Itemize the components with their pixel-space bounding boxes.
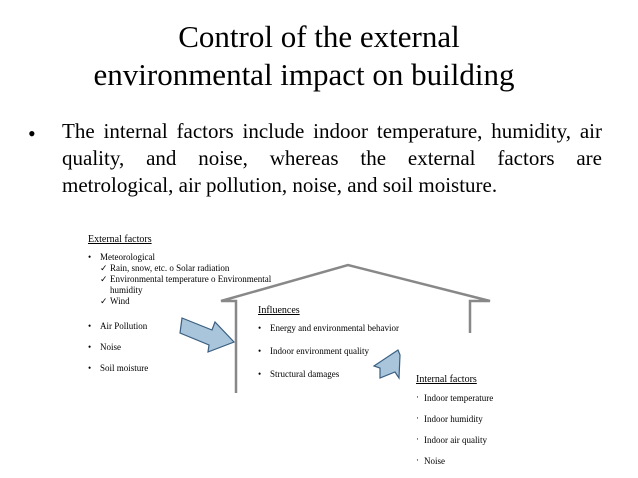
check-icon: ✓ — [100, 274, 108, 284]
title-line-2: environmental impact on building — [93, 57, 515, 92]
internal-factors-title: Internal factors — [416, 374, 477, 385]
external-item-label: Noise — [100, 342, 121, 352]
internal-item-label: Indoor humidity — [424, 414, 483, 424]
external-item-label: Air Pollution — [100, 321, 148, 331]
external-subitem-label: Wind — [110, 296, 130, 306]
bullet-icon: · — [416, 413, 419, 423]
internal-item — [416, 456, 576, 467]
influences-title: Influences — [258, 305, 300, 316]
check-icon: ✓ — [100, 296, 108, 306]
influence-label: Energy and environmental behavior — [270, 323, 400, 333]
internal-item-label: Indoor temperature — [424, 393, 494, 403]
external-subitem — [100, 263, 298, 274]
influence-item — [258, 346, 458, 357]
bullet-icon: • — [88, 342, 92, 352]
bullet-icon: • — [88, 321, 92, 331]
check-icon: ✓ — [100, 263, 108, 273]
internal-item — [416, 393, 576, 404]
bullet-icon: • — [258, 346, 262, 356]
external-factors-title: External factors — [88, 234, 152, 245]
influence-label: Structural damages — [270, 369, 340, 379]
title-line-1: Control of the external — [178, 19, 460, 54]
bullet-icon: · — [416, 455, 419, 465]
internal-item-label: Indoor air quality — [424, 435, 487, 445]
bullet-icon: • — [88, 363, 92, 373]
influence-label: Indoor environment quality — [270, 346, 369, 356]
bullet-icon: • — [258, 323, 262, 333]
external-item-meteorological — [88, 252, 298, 307]
internal-item-label: Noise — [424, 456, 445, 466]
internal-item — [416, 414, 576, 425]
external-item-label: Soil moisture — [100, 363, 149, 373]
external-subitem-label: Rain, snow, etc. o Solar radiation — [110, 263, 230, 273]
bullet-icon: • — [258, 369, 262, 379]
external-item-label: Meteorological — [100, 252, 155, 262]
bullet-text: The internal factors include indoor temperature, humidity, air quality, and noise, whereas the external factors are metrological, air pollution, noise, and soil moisture. — [62, 119, 602, 197]
bullet-icon: · — [416, 392, 419, 402]
influence-item — [258, 323, 458, 334]
bullet-icon: • — [88, 252, 92, 262]
internal-factors-list — [416, 393, 576, 477]
internal-item — [416, 435, 576, 446]
external-subitem-label: Environmental temperature o Environmental humidity — [110, 274, 272, 295]
bullet-marker: • — [28, 121, 36, 146]
external-subitem — [100, 274, 298, 296]
bullet-icon: · — [416, 434, 419, 444]
